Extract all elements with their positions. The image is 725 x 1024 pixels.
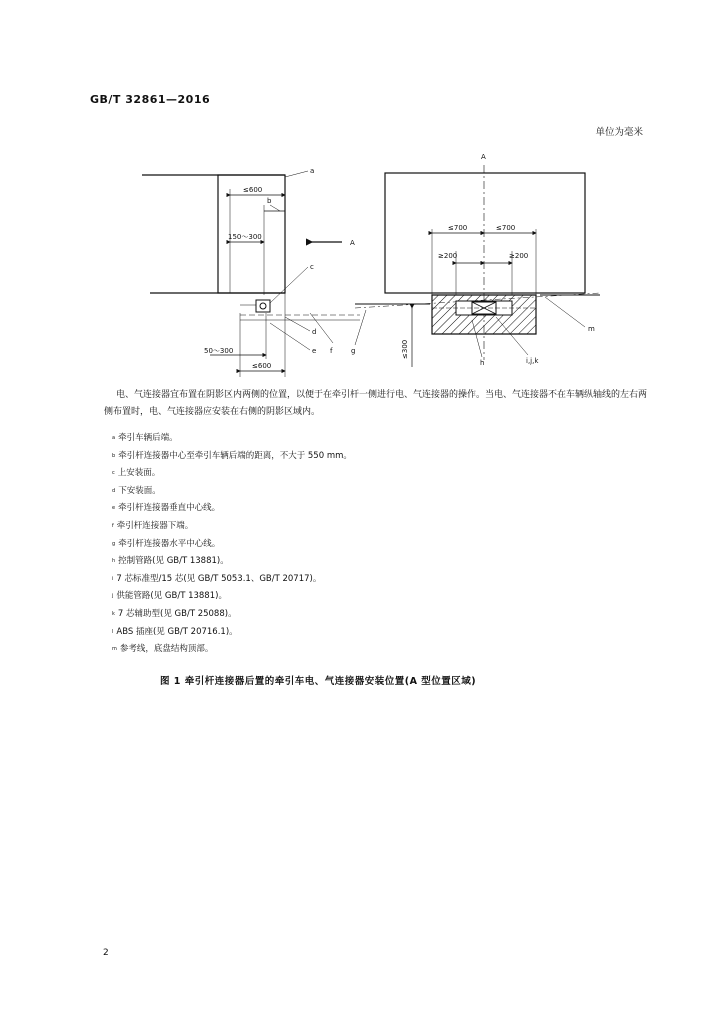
note-item: $^k$ 7 芯辅助型(见 GB/T 25088)。	[112, 608, 237, 619]
note-item: $^f$ 牵引杆连接器下端。	[112, 520, 194, 531]
dim-le700-right: ≤700	[496, 224, 516, 232]
dim-ge200-left: ≥200	[438, 252, 458, 260]
note-item: $^j$ 供能管路(见 GB/T 13881)。	[112, 591, 227, 602]
page-number: 2	[103, 948, 109, 958]
note-item: $^d$ 下安装面。	[112, 485, 161, 496]
dim-150-300: 150～300	[228, 233, 262, 241]
note-item: $^m$ 参考线，底盘结构顶部。	[112, 644, 214, 655]
note-item: $^c$ 上安装面。	[112, 468, 161, 479]
dim-le300: ≤300	[401, 339, 409, 359]
tag-m: m	[588, 325, 595, 333]
dim-50-300: 50～300	[204, 347, 234, 355]
standard-number: GB/T 32861—2016	[90, 93, 211, 106]
note-item: $^i$ 7 芯标准型/15 芯(见 GB/T 5053.1、GB/T 20717)。	[112, 573, 322, 584]
tag-d: d	[312, 328, 317, 336]
dim-le600-bottom: ≤600	[252, 362, 272, 370]
section-arrow-A: A	[350, 239, 355, 247]
figure-drawing	[130, 145, 600, 377]
tag-e: e	[312, 347, 317, 355]
dim-le700-left: ≤700	[448, 224, 468, 232]
note-item: $^l$ ABS 插座(见 GB/T 20716.1)。	[112, 626, 238, 637]
tag-ijk: i,j,k	[526, 357, 539, 365]
tag-g: g	[351, 347, 356, 355]
notes-list	[112, 430, 352, 659]
tag-c: c	[310, 263, 314, 271]
side-view	[142, 167, 360, 377]
note-item: $^e$ 牵引杆连接器垂直中心线。	[112, 503, 221, 514]
tag-b: b	[267, 197, 272, 205]
dim-ge200-right: ≥200	[509, 252, 529, 260]
tag-a: a	[310, 167, 315, 175]
tag-h: h	[480, 359, 485, 367]
note-item: $^g$ 牵引杆连接器水平中心线。	[112, 538, 221, 549]
body-paragraph: 电、气连接器宜布置在阴影区内两侧的位置，以便于在牵引杆一侧进行电、气连接器的操作。当电、气连接器不在车辆纵轴线的左右两侧布置时，电、气连接器应安装在右侧的阴影区域内。	[104, 390, 648, 417]
note-item: $^h$ 控制管路(见 GB/T 13881)。	[112, 556, 229, 567]
section-label-A: A	[481, 153, 486, 161]
unit-note: 单位为毫米	[595, 127, 643, 138]
tag-f: f	[330, 347, 333, 355]
note-item: $^b$ 牵引杆连接器中心至牵引车辆后端的距离，不大于 550 mm。	[112, 450, 352, 461]
note-item: $^a$ 牵引车辆后端。	[112, 433, 178, 443]
dim-le600-top: ≤600	[243, 186, 263, 194]
rear-view	[351, 153, 600, 367]
figure-caption: 图 1 牵引杆连接器后置的牵引车电、气连接器安装位置(A 型位置区域)	[160, 676, 477, 687]
